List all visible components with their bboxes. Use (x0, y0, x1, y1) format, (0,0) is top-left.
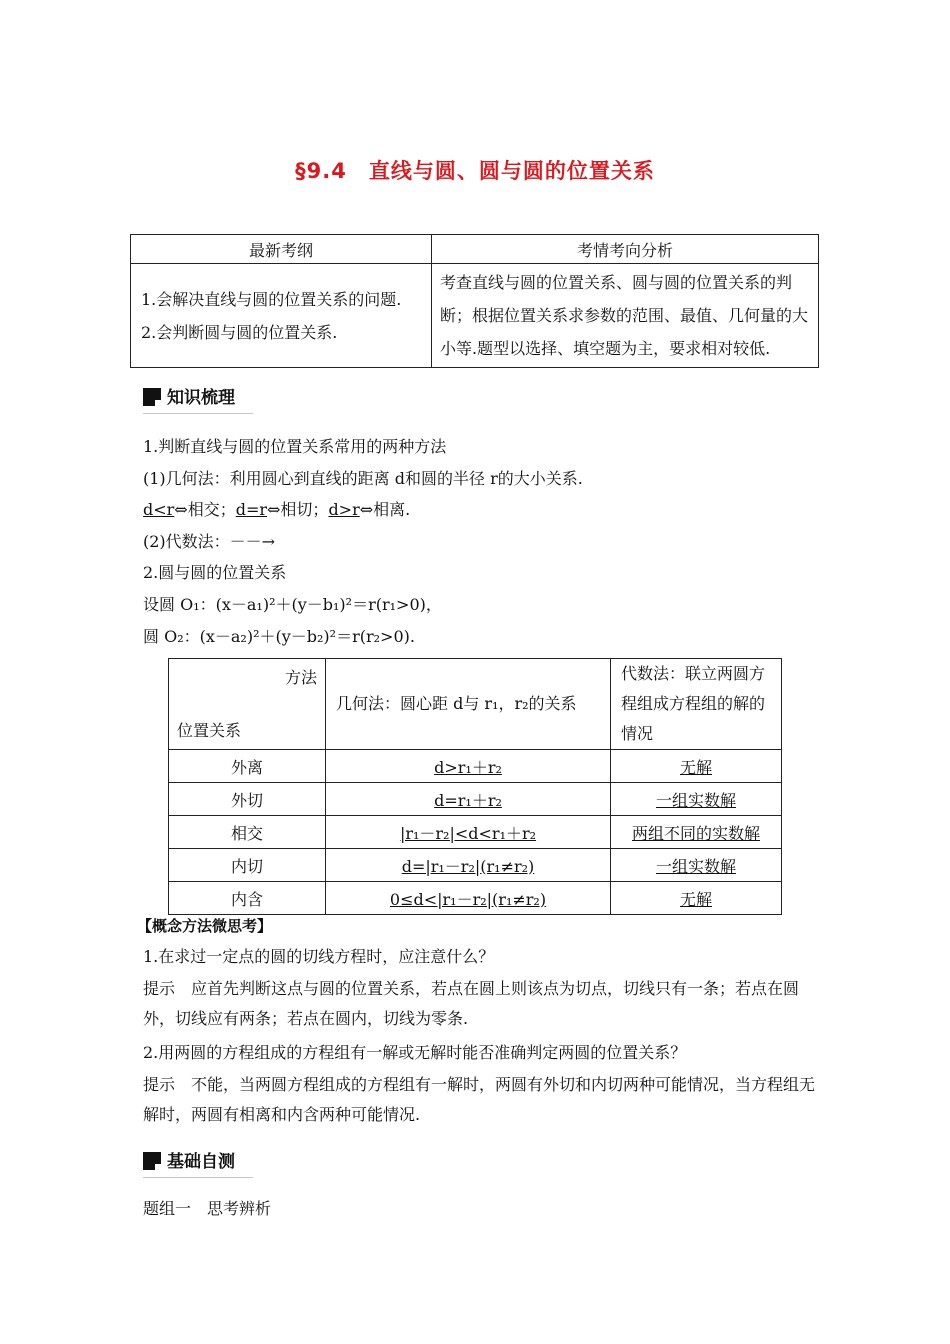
table-row: 外切 d=r₁＋r₂ 一组实数解 (169, 783, 782, 816)
outline-header-left: 最新考纲 (131, 235, 432, 264)
page-title: §9.4 直线与圆、圆与圆的位置关系 (295, 159, 655, 183)
answer-2: 提示 不能，当两圆方程组成的方程组有一解时，两圆有外切和内切两种可能情况，当方程组无解时，两圆有相离和内含两种可能情况. (143, 1075, 816, 1124)
section-knowledge: 知识梳理 (143, 383, 253, 414)
table-row: 内含 0≤d<|r₁－r₂|(r₁≠r₂) 无解 (169, 882, 782, 915)
relation-header-geo: 几何法：圆心距 d与 r₁，r₂的关系 (326, 659, 611, 750)
k1-algebraic: (2)代数法：－－→ (143, 532, 276, 551)
k1-title: 1.判断直线与圆的位置关系常用的两种方法 (143, 437, 447, 456)
outline-analysis: 考查直线与圆的位置关系、圆与圆的位置关系的判断；根据位置关系求参数的范围、最值、几何量的大小等.题型以选择、填空题为主，要求相对较低. (432, 264, 819, 368)
outline-item-2: 2.会判断圆与圆的位置关系. (141, 322, 338, 342)
rel-intersect: d<r (143, 500, 175, 519)
k2-circle-2: 圆 O₂：(x－a₂)²＋(y－b₂)²＝r(r₂>0). (143, 627, 415, 646)
table-row: 外离 d>r₁＋r₂ 无解 (169, 750, 782, 783)
section-marker-icon (143, 1152, 161, 1170)
rel-separate: d>r (328, 500, 360, 519)
think-title: 【概念方法微思考】 (137, 917, 273, 935)
section-self-test: 基础自测 (143, 1147, 253, 1178)
table-row: 内切 d=|r₁－r₂|(r₁≠r₂) 一组实数解 (169, 849, 782, 882)
group-title: 题组一 思考辨析 (143, 1199, 272, 1218)
outline-item-1: 1.会解决直线与圆的位置关系的问题. (141, 289, 402, 309)
question-1: 1.在求过一定点的圆的切线方程时，应注意什么？ (143, 947, 495, 966)
answer-1: 提示 应首先判断这点与圆的位置关系，若点在圆上则该点为切点，切线只有一条；若点在圆外，切线应有两条；若点在圆内，切线为零条. (143, 979, 800, 1028)
k2-title: 2.圆与圆的位置关系 (143, 563, 287, 582)
table-row: 相交 |r₁－r₂|<d<r₁＋r₂ 两组不同的实数解 (169, 816, 782, 849)
question-2: 2.用两圆的方程组成的方程组有一解或无解时能否准确判定两圆的位置关系？ (143, 1043, 687, 1062)
outline-header-right: 考情考向分析 (432, 235, 819, 264)
k2-circle-1: 设圆 O₁：(x－a₁)²＋(y－b₁)²＝r(r₁>0)， (143, 595, 442, 614)
relation-header-alg: 代数法：联立两圆方程组成方程组的解的情况 (611, 659, 782, 750)
section-marker-icon (143, 388, 161, 406)
outline-table (130, 234, 819, 368)
k1-geometric: (1)几何法：利用圆心到直线的距离 d和圆的半径 r的大小关系. (143, 469, 583, 488)
rel-tangent: d=r (235, 500, 268, 519)
k1-relations: d<r⇔相交；d=r⇔相切；d>r⇔相离. (143, 500, 411, 519)
relation-table (168, 658, 782, 915)
relation-header-corner: 方法 位置关系 (169, 659, 326, 750)
